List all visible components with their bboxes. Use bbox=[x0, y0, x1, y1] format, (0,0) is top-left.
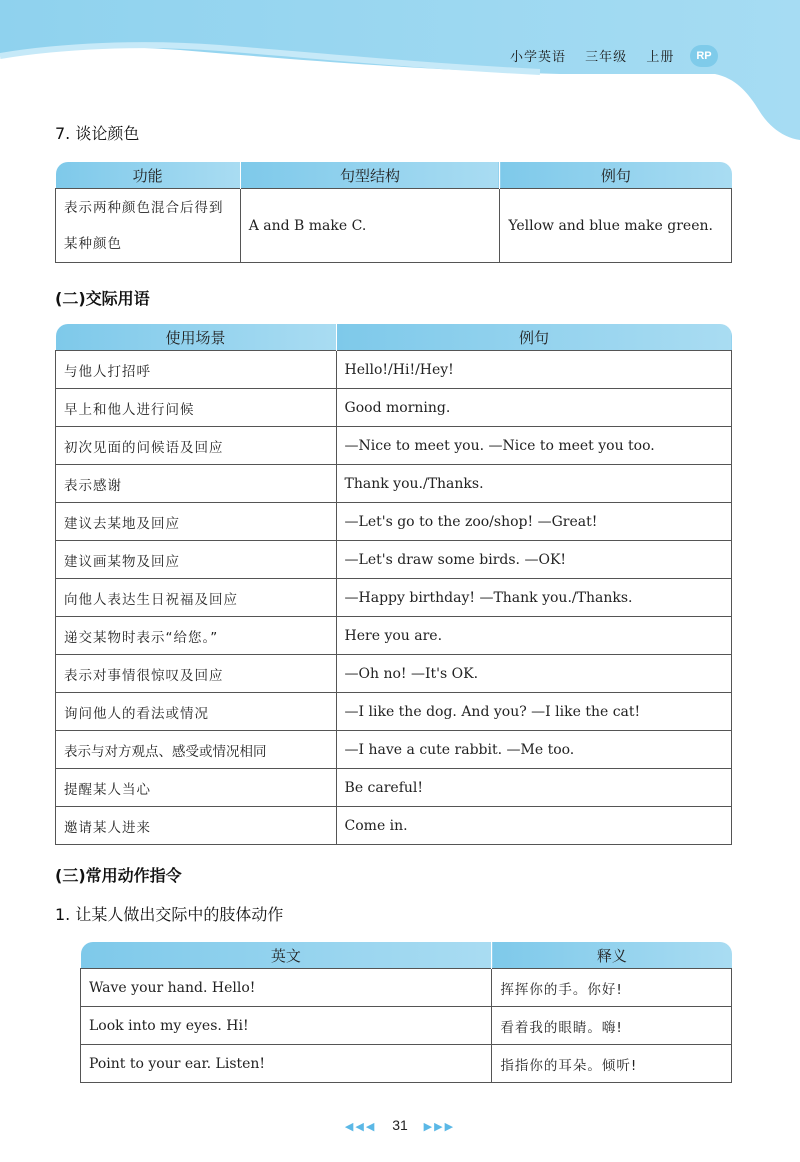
table-row bbox=[56, 731, 732, 769]
table-row bbox=[56, 541, 732, 579]
colors-table bbox=[55, 162, 732, 263]
table-cell: 早上和他人进行问候 bbox=[56, 389, 337, 427]
table-cell: Yellow and blue make green. bbox=[500, 189, 732, 263]
table-row bbox=[81, 1045, 732, 1083]
table-cell: 递交某物时表示“给您。” bbox=[56, 617, 337, 655]
page-header bbox=[510, 46, 688, 65]
table-cell: —I like the dog. And you? —I like the cat! bbox=[336, 693, 731, 731]
page-footer bbox=[0, 1117, 800, 1133]
table-cell: —Let's draw some birds. —OK! bbox=[336, 541, 731, 579]
column-header: 例句 bbox=[336, 324, 731, 351]
table-cell: 表示两种颜色混合后得到某种颜色 bbox=[56, 189, 241, 263]
table-cell: 建议画某物及回应 bbox=[56, 541, 337, 579]
table-cell: Hello!/Hi!/Hey! bbox=[336, 351, 731, 389]
table-cell: 表示感谢 bbox=[56, 465, 337, 503]
colors-table-header bbox=[56, 162, 732, 189]
column-header: 释义 bbox=[492, 942, 732, 969]
table-row bbox=[56, 389, 732, 427]
table-cell: Thank you./Thanks. bbox=[336, 465, 731, 503]
table-cell: 挥挥你的手。你好! bbox=[492, 969, 732, 1007]
table-cell: Wave your hand. Hello! bbox=[81, 969, 492, 1007]
table-row bbox=[56, 351, 732, 389]
communication-section-title: (二)交际用语 bbox=[55, 289, 150, 308]
column-header: 功能 bbox=[56, 162, 241, 189]
table-cell: Be careful! bbox=[336, 769, 731, 807]
table-row bbox=[56, 769, 732, 807]
table-row bbox=[56, 693, 732, 731]
actions-section-subtitle: 1. 让某人做出交际中的肢体动作 bbox=[55, 905, 284, 924]
table-row bbox=[56, 617, 732, 655]
table-row bbox=[56, 579, 732, 617]
prev-page-arrows-icon: ◀◀◀ bbox=[344, 1121, 377, 1133]
table-cell: —Happy birthday! —Thank you./Thanks. bbox=[336, 579, 731, 617]
colors-section-title: 7. 谈论颜色 bbox=[55, 124, 140, 143]
table-row bbox=[56, 189, 732, 263]
communication-table bbox=[55, 324, 732, 845]
table-row bbox=[56, 807, 732, 845]
page-number: 31 bbox=[392, 1117, 408, 1133]
actions-table bbox=[80, 942, 732, 1083]
table-cell: —Nice to meet you. —Nice to meet you too. bbox=[336, 427, 731, 465]
actions-section-title: (三)常用动作指令 bbox=[55, 866, 182, 885]
table-cell: —Oh no! —It's OK. bbox=[336, 655, 731, 693]
column-header: 例句 bbox=[500, 162, 732, 189]
header-subject: 小学英语 bbox=[510, 50, 567, 65]
table-row bbox=[56, 503, 732, 541]
table-cell: Look into my eyes. Hi! bbox=[81, 1007, 492, 1045]
next-page-arrows-icon: ▶▶▶ bbox=[423, 1121, 456, 1133]
column-header: 使用场景 bbox=[56, 324, 337, 351]
table-cell: 表示对事情很惊叹及回应 bbox=[56, 655, 337, 693]
table-cell: 指指你的耳朵。倾听! bbox=[492, 1045, 732, 1083]
header-grade: 三年级 bbox=[585, 50, 628, 65]
table-cell: 初次见面的问候语及回应 bbox=[56, 427, 337, 465]
table-cell: 建议去某地及回应 bbox=[56, 503, 337, 541]
table-cell: —I have a cute rabbit. —Me too. bbox=[336, 731, 731, 769]
table-cell: A and B make C. bbox=[240, 189, 500, 263]
column-header: 句型结构 bbox=[240, 162, 500, 189]
table-cell: 表示与对方观点、感受或情况相同 bbox=[56, 731, 337, 769]
table-cell: Point to your ear. Listen! bbox=[81, 1045, 492, 1083]
header-volume: 上册 bbox=[646, 50, 675, 65]
table-cell: —Let's go to the zoo/shop! —Great! bbox=[336, 503, 731, 541]
communication-table-header bbox=[56, 324, 732, 351]
actions-table-header bbox=[81, 942, 732, 969]
table-cell: 与他人打招呼 bbox=[56, 351, 337, 389]
table-cell: 看着我的眼睛。嗨! bbox=[492, 1007, 732, 1045]
publisher-badge: RP bbox=[690, 45, 718, 67]
table-cell: 询问他人的看法或情况 bbox=[56, 693, 337, 731]
table-row bbox=[81, 969, 732, 1007]
table-cell: 提醒某人当心 bbox=[56, 769, 337, 807]
table-cell: Come in. bbox=[336, 807, 731, 845]
table-row bbox=[81, 1007, 732, 1045]
column-header: 英文 bbox=[81, 942, 492, 969]
table-cell: Here you are. bbox=[336, 617, 731, 655]
table-cell: Good morning. bbox=[336, 389, 731, 427]
table-row bbox=[56, 655, 732, 693]
table-row bbox=[56, 427, 732, 465]
table-cell: 邀请某人进来 bbox=[56, 807, 337, 845]
table-row bbox=[56, 465, 732, 503]
table-cell: 向他人表达生日祝福及回应 bbox=[56, 579, 337, 617]
